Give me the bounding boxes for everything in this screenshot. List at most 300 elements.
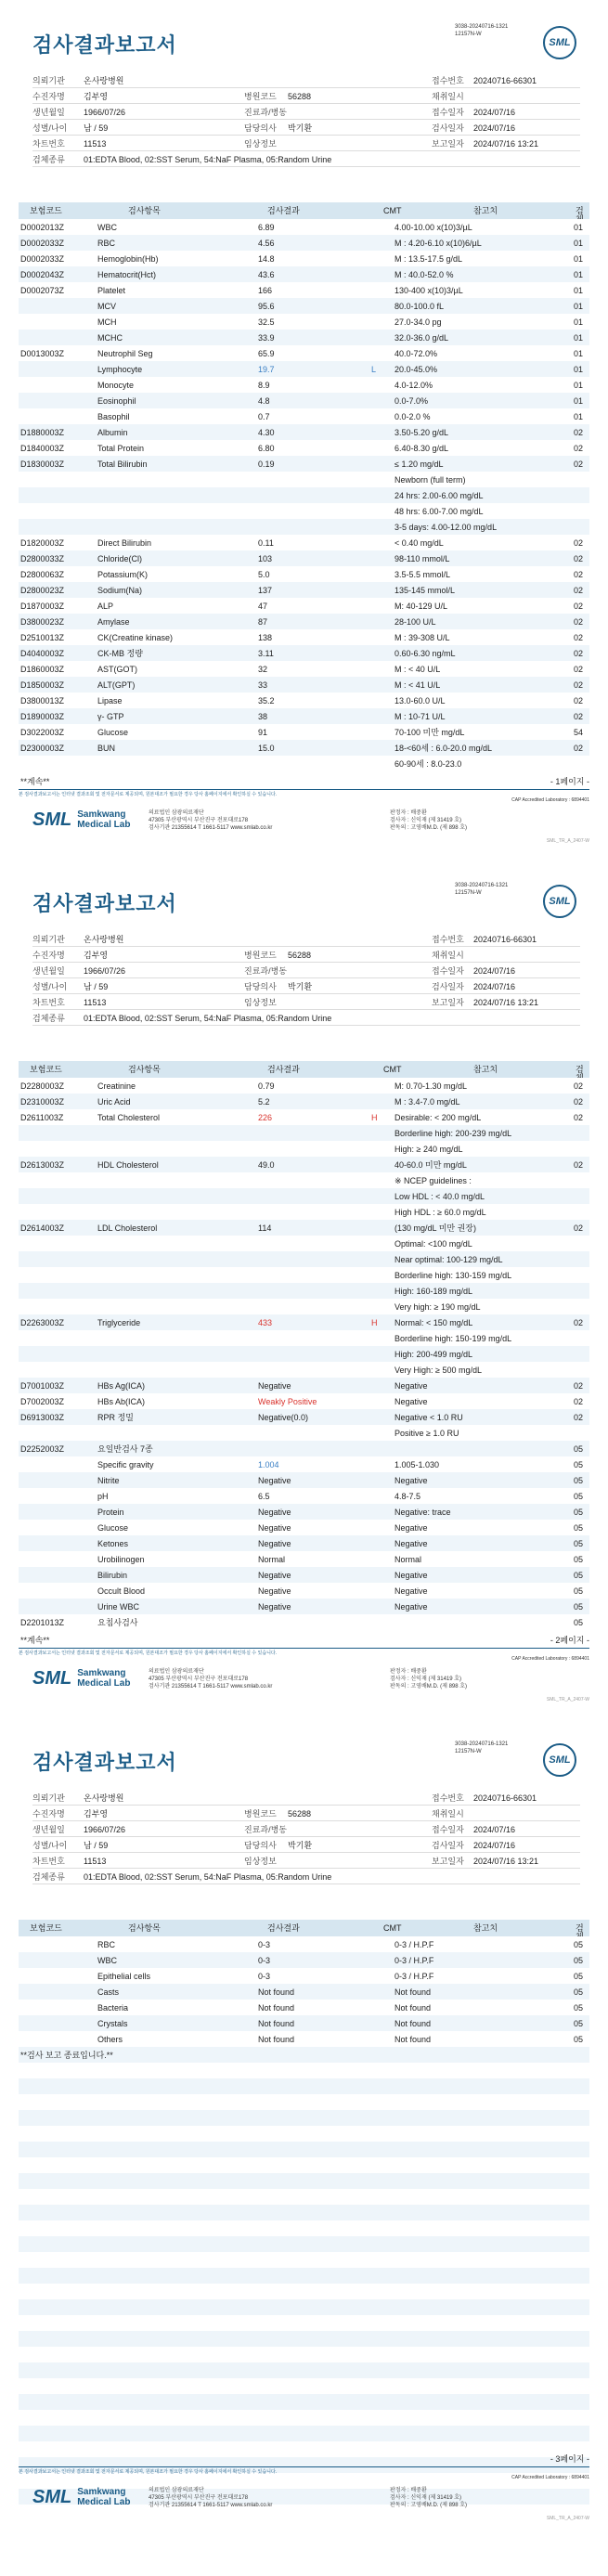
address-line: 검사기관 21355614 T 1661-5117 www.smlab.co.kr: [149, 1684, 273, 1689]
header-label: 접수일자: [432, 966, 464, 976]
cell: D4040003Z: [20, 649, 65, 658]
column-header: CMT: [383, 1065, 402, 1074]
cell: Negative: trace: [395, 1508, 451, 1517]
table-row: [19, 1456, 589, 1472]
cell: D0013003Z: [20, 349, 65, 358]
table-row: [19, 487, 589, 503]
cell: D1840003Z: [20, 444, 65, 453]
cell: Ketones: [97, 1539, 129, 1548]
table-row: [19, 1141, 589, 1157]
cell: D7001003Z: [20, 1381, 65, 1391]
empty-row: [19, 2362, 589, 2378]
empty-row: [19, 2299, 589, 2315]
signature-line: 검사자 : 신익재 (제 31419 호): [390, 818, 462, 823]
column-header: 검사항목: [128, 1923, 161, 1933]
cell: 15.0: [258, 744, 275, 753]
lab-name: [77, 809, 130, 830]
table-body: [19, 1078, 589, 1630]
cell: 01: [574, 396, 584, 406]
header-value: 2024/07/16: [473, 108, 516, 117]
cell: Not found: [395, 1987, 432, 1997]
empty-row: [19, 2252, 589, 2268]
address-line: 검사기관 21355614 T 1661-5117 www.smlab.co.kr: [149, 2503, 273, 2508]
cell: Optimal: <100 mg/dL: [395, 1239, 472, 1249]
cell: 02: [574, 602, 584, 611]
cell: 48 hrs: 6.00-7.00 mg/dL: [395, 507, 484, 516]
header-value: 20240716-66301: [473, 935, 537, 944]
header-row: [32, 1806, 580, 1821]
cell: Potassium(K): [97, 570, 149, 579]
table-row: [19, 1393, 589, 1409]
cell: Negative: [395, 1602, 428, 1612]
cell: M : 10-71 U/L: [395, 712, 446, 721]
form-code: SML_TR_A_2407-W: [546, 2516, 589, 2521]
table-row: [19, 1984, 589, 2000]
cell: M : < 40 U/L: [395, 665, 441, 674]
header-value: 01:EDTA Blood, 02:SST Serum, 54:NaF Plasma, 05:Random Urine: [84, 1872, 332, 1882]
cell: Hemoglobin(Hb): [97, 254, 159, 264]
cell: Negative: [258, 1539, 291, 1548]
cell: Bacteria: [97, 2003, 129, 2013]
header-row: [32, 1821, 580, 1837]
signatures: [390, 1668, 467, 1690]
cell: Monocyte: [97, 381, 135, 390]
header-value: 남 / 59: [84, 982, 109, 991]
cell: 05: [574, 1618, 584, 1627]
cell: 226: [258, 1113, 273, 1122]
cell: 01: [574, 349, 584, 358]
cell: 02: [574, 1097, 584, 1107]
cell: Occult Blood: [97, 1586, 146, 1596]
signatures: [390, 2487, 467, 2509]
table-row: [19, 1968, 589, 1984]
table-row: [19, 314, 589, 330]
header-value: 2024/07/16: [473, 123, 516, 133]
cell: D1870003Z: [20, 602, 65, 611]
header-row: [32, 1869, 580, 1884]
table-row: [19, 1567, 589, 1583]
cell: Chloride(Cl): [97, 554, 143, 563]
header-label: 임상정보: [244, 139, 277, 149]
empty-row: [19, 2157, 589, 2173]
table-row: [19, 456, 589, 472]
table-row: [19, 724, 589, 740]
page-number: - 1페이지 -: [550, 777, 589, 786]
cell: D0002013Z: [20, 223, 65, 232]
table-row: [19, 1078, 589, 1094]
cell: High: 200-499 mg/dL: [395, 1350, 473, 1359]
table-row: [19, 1188, 589, 1204]
signatures: [390, 809, 467, 832]
table-row: [19, 393, 589, 408]
cell: HBs Ag(ICA): [97, 1381, 146, 1391]
table-row: [19, 235, 589, 251]
cell: Newborn (full term): [395, 475, 466, 485]
cell: Not found: [258, 2019, 295, 2028]
cell: 05: [574, 1602, 584, 1612]
table-row: [19, 1936, 589, 1952]
cell: 02: [574, 680, 584, 690]
header-label: 생년월일: [32, 1825, 65, 1834]
cell: Negative: [395, 1476, 428, 1485]
lab-logo-mark: SML: [32, 809, 72, 830]
cell: D1850003Z: [20, 680, 65, 690]
cell: 05: [574, 1523, 584, 1533]
barcode-label: 3038-20240716-1321 12157N-W: [455, 883, 509, 896]
empty-row: [19, 2347, 589, 2362]
table-row: [19, 2015, 589, 2031]
cell: 137: [258, 586, 273, 595]
cell: 02: [574, 1081, 584, 1091]
report-page: [0, 0, 608, 859]
header-label: 진료과/병동: [244, 966, 287, 976]
end-note: **검사 보고 종료입니다.**: [20, 2051, 113, 2060]
table-row: [19, 1283, 589, 1299]
table-row: [19, 424, 589, 440]
footer-note: 본 검사결과보고서는 인터넷 결과조회 및 전자문서로 제공되며, 원본대조가 필요한 경우 당사 홈페이지에서 확인하실 수 있습니다.: [19, 1648, 589, 1656]
cell: 01: [574, 365, 584, 374]
empty-row: [19, 2126, 589, 2142]
cell: ALP: [97, 602, 114, 611]
cell: 05: [574, 1586, 584, 1596]
column-header: 검사항목: [128, 206, 161, 215]
header-row: [32, 978, 580, 994]
cell: 40-60.0 미만 mg/dL: [395, 1160, 467, 1170]
footer-note: 본 검사결과보고서는 인터넷 결과조회 및 전자문서로 제공되며, 원본대조가 필요한 경우 당사 홈페이지에서 확인하실 수 있습니다.: [19, 789, 589, 797]
cell: Sodium(Na): [97, 586, 143, 595]
header-value: 2024/07/16: [473, 966, 516, 976]
table-row: [19, 693, 589, 708]
cell: 5.0: [258, 570, 270, 579]
cell: < 0.40 mg/dL: [395, 538, 444, 548]
cell: 0.79: [258, 1081, 275, 1091]
cell: 02: [574, 538, 584, 548]
patient-header: [32, 72, 580, 167]
cell: Epithelial cells: [97, 1972, 151, 1981]
cell: 05: [574, 1555, 584, 1564]
cell: M: 40-129 U/L: [395, 602, 448, 611]
cell: 98-110 mmol/L: [395, 554, 450, 563]
header-label: 의뢰기관: [32, 76, 65, 85]
cell: 05: [574, 1571, 584, 1580]
cell: Urobilinogen: [97, 1555, 145, 1564]
table-row: [19, 2031, 589, 2047]
header-value: 11513: [84, 139, 107, 149]
cell: Negative(0.0): [258, 1413, 309, 1422]
sml-logo: [543, 1743, 576, 1777]
cell: 28-100 U/L: [395, 617, 436, 627]
table-row: [19, 1125, 589, 1141]
header-label: 수진자명: [32, 1809, 65, 1819]
table-row: [19, 298, 589, 314]
table-row: [19, 440, 589, 456]
results-table: [19, 202, 589, 771]
table-row: [19, 345, 589, 361]
table-row: [19, 282, 589, 298]
cell: 05: [574, 1539, 584, 1548]
form-code: SML_TR_A_2407-W: [546, 838, 589, 844]
header-label: 보고일자: [432, 998, 464, 1007]
empty-row: [19, 2189, 589, 2205]
column-header: 보험코드: [30, 206, 62, 215]
cell: D2611003Z: [20, 1113, 64, 1122]
empty-row: [19, 2284, 589, 2299]
cell: Lymphocyte: [97, 365, 143, 374]
cell: 43.6: [258, 270, 275, 279]
table-row: [19, 661, 589, 677]
header-label: 성별/나이: [32, 982, 68, 991]
table-row: [19, 219, 589, 235]
table-row: [19, 1204, 589, 1220]
column-header: 보험코드: [30, 1923, 62, 1933]
empty-row: [19, 2142, 589, 2157]
cell: 02: [574, 460, 584, 469]
lab-address: [149, 1668, 272, 1690]
cell: Others: [97, 2035, 123, 2044]
table-row: [19, 677, 589, 693]
cell: 05: [574, 1492, 584, 1501]
address-line: 47305 부산광역시 부산진구 전포대로178: [149, 2495, 249, 2501]
table-body: [19, 1936, 589, 2505]
cell: 01: [574, 239, 584, 248]
header-label: 병원코드: [244, 92, 277, 101]
cell: 01: [574, 412, 584, 421]
cell: Basophil: [97, 412, 130, 421]
cell: 3-5 days: 4.00-12.00 mg/dL: [395, 523, 498, 532]
table-row: [19, 519, 589, 535]
cell: HDL Cholesterol: [97, 1160, 159, 1170]
cell: M : < 41 U/L: [395, 680, 441, 690]
header-value: 온사랑병원: [84, 1793, 124, 1803]
header-value: 01:EDTA Blood, 02:SST Serum, 54:NaF Plasma, 05:Random Urine: [84, 155, 332, 164]
cell: 0-3: [258, 1972, 271, 1981]
header-value: 온사랑병원: [84, 76, 124, 85]
cell: HBs Ab(ICA): [97, 1397, 146, 1406]
header-label: 의뢰기관: [32, 1793, 65, 1803]
table-row: [19, 361, 589, 377]
cell: Creatinine: [97, 1081, 136, 1091]
cell: 19.7: [258, 365, 275, 374]
cell: M : 4.20-6.10 x(10)6/µL: [395, 239, 482, 248]
barcode-label: 3038-20240716-1321 12157N-W: [455, 1741, 509, 1754]
cell: D3800023Z: [20, 617, 65, 627]
cell: 02: [574, 696, 584, 705]
column-header: CMT: [383, 206, 402, 215]
cell: ≤ 1.20 mg/dL: [395, 460, 444, 469]
cell: 02: [574, 1318, 584, 1327]
continued-label: **계속**: [20, 1636, 50, 1645]
cell: 01: [574, 223, 584, 232]
cell: Direct Bilirubin: [97, 538, 152, 548]
cell: 103: [258, 554, 273, 563]
column-header: 검사항목: [128, 1065, 161, 1074]
cell: 02: [574, 428, 584, 437]
cell: 0.19: [258, 460, 275, 469]
header-value: 1966/07/26: [84, 966, 126, 976]
header-row: [32, 1853, 580, 1869]
header-value: 2024/07/16 13:21: [473, 1857, 539, 1866]
table-row: [19, 1251, 589, 1267]
empty-row: [19, 2094, 589, 2110]
cell: D2252003Z: [20, 1444, 65, 1454]
table-row: [19, 550, 589, 566]
cell: High HDL : ≥ 60.0 mg/dL: [395, 1208, 486, 1217]
patient-header: [32, 1790, 580, 1884]
cell: Amylase: [97, 617, 130, 627]
cell: Borderline high: 150-199 mg/dL: [395, 1334, 512, 1343]
cell: 0.7: [258, 412, 270, 421]
cell: 02: [574, 444, 584, 453]
cell: 02: [574, 633, 584, 642]
header-label: 차트번호: [32, 1857, 65, 1866]
header-label: 접수일자: [432, 108, 464, 117]
lab-address: [149, 809, 272, 832]
header-label: 차트번호: [32, 139, 65, 149]
table-row: [19, 1520, 589, 1535]
logo-text: SML: [549, 1754, 571, 1766]
cell: Negative: [258, 1508, 291, 1517]
address-line: 47305 부산광역시 부산진구 전포대로178: [149, 1676, 249, 1682]
header-label: 병원코드: [244, 951, 277, 960]
cell: Desirable: < 200 mg/dL: [395, 1113, 482, 1122]
cell: AST(GOT): [97, 665, 137, 674]
table-row: [19, 566, 589, 582]
cell: 35.2: [258, 696, 275, 705]
address-line: 검사기관 21355614 T 1661-5117 www.smlab.co.kr: [149, 825, 273, 831]
cell: 38: [258, 712, 268, 721]
cell: Negative: [395, 1539, 428, 1548]
cell: Negative: [258, 1571, 291, 1580]
table-row: [19, 1157, 589, 1172]
cell: 14.8: [258, 254, 275, 264]
table-row: [19, 1346, 589, 1362]
cell: D3022003Z: [20, 728, 65, 737]
cell: 32: [258, 665, 268, 674]
lab-name: [77, 1668, 130, 1689]
cell: Normal: [395, 1555, 422, 1564]
cell: Normal: < 150 mg/dL: [395, 1318, 473, 1327]
cell: 166: [258, 286, 273, 295]
lab-logo: [32, 1668, 130, 1689]
table-row: [19, 1236, 589, 1251]
header-row: [32, 104, 580, 120]
cell: Very High: ≥ 500 mg/dL: [395, 1366, 482, 1375]
cell: 91: [258, 728, 268, 737]
cell: Albumin: [97, 428, 128, 437]
cell: 4.0-12.0%: [395, 381, 433, 390]
header-label: 진료과/병동: [244, 1825, 287, 1834]
empty-row: [19, 2078, 589, 2094]
cell: 0-3 / H.P.F: [395, 1956, 434, 1965]
cell: Not found: [395, 2003, 432, 2013]
lab-address: [149, 2487, 272, 2509]
cell: 02: [574, 649, 584, 658]
cell: Crystals: [97, 2019, 128, 2028]
cell: Not found: [395, 2035, 432, 2044]
header-label: 검체종류: [32, 1872, 65, 1882]
cell: 8.9: [258, 381, 270, 390]
address-line: 의료법인 삼광의료재단: [149, 1669, 204, 1675]
table-row: [19, 1583, 589, 1599]
cell: D0002073Z: [20, 286, 65, 295]
cap-accreditation: CAP Accredited Laboratory : 6894401: [511, 1656, 589, 1662]
header-value: 김부영: [84, 1809, 109, 1819]
table-row: [19, 708, 589, 724]
cell: Weakly Positive: [258, 1397, 317, 1406]
column-header: 검: [576, 1923, 584, 1933]
cell: 02: [574, 1160, 584, 1170]
empty-row: [19, 2220, 589, 2236]
cell: Negative: [258, 1476, 291, 1485]
cell: Nitrite: [97, 1476, 120, 1485]
cell: D7002003Z: [20, 1397, 65, 1406]
header-value: 1966/07/26: [84, 108, 126, 117]
logo-text: SML: [549, 895, 571, 907]
page-number: - 3페이지 -: [550, 2454, 589, 2464]
header-label: 검사일자: [432, 982, 464, 991]
column-header: 참고치: [473, 1923, 498, 1933]
cell: Specific gravity: [97, 1460, 154, 1469]
table-row: [19, 1172, 589, 1188]
cell: 6.40-8.30 g/dL: [395, 444, 449, 453]
header-value: 11513: [84, 998, 107, 1007]
results-table: [19, 1920, 589, 2505]
address-line: 의료법인 삼광의료재단: [149, 2488, 204, 2493]
cell: 4.8: [258, 396, 270, 406]
cell: 0-3: [258, 1956, 271, 1965]
empty-row: [19, 2268, 589, 2284]
cell: M : 39-308 U/L: [395, 633, 450, 642]
cell: WBC: [97, 223, 117, 232]
cell: 05: [574, 1987, 584, 1997]
cell: 02: [574, 1113, 584, 1122]
cell: D6913003Z: [20, 1413, 65, 1422]
cell: 01: [574, 254, 584, 264]
header-label: 수진자명: [32, 951, 65, 960]
cell: 02: [574, 617, 584, 627]
cell: Urine WBC: [97, 1602, 140, 1612]
header-row: [32, 151, 580, 167]
address-line: 47305 부산광역시 부산진구 전포대로178: [149, 818, 249, 823]
cell: MCV: [97, 302, 116, 311]
cell: D2800023Z: [20, 586, 65, 595]
header-value: 2024/07/16 13:21: [473, 998, 539, 1007]
cell: 95.6: [258, 302, 275, 311]
cell: Negative: [395, 1381, 428, 1391]
cell: 4.8-7.5: [395, 1492, 421, 1501]
cell: 01: [574, 333, 584, 343]
table-row: [19, 1952, 589, 1968]
table-row: [19, 1599, 589, 1614]
cell: High: 160-189 mg/dL: [395, 1287, 473, 1296]
empty-row: [19, 2426, 589, 2441]
empty-row: [19, 2410, 589, 2426]
header-row: [32, 963, 580, 978]
cell: Not found: [258, 2035, 295, 2044]
cell: 01: [574, 317, 584, 327]
cell: 0.60-6.30 ng/mL: [395, 649, 456, 658]
header-label: 성별/나이: [32, 1841, 68, 1850]
cell: Protein: [97, 1508, 124, 1517]
header-label: 보고일자: [432, 139, 464, 149]
lab-logo: [32, 809, 130, 830]
empty-row: [19, 2236, 589, 2252]
cell: Very high: ≥ 190 mg/dL: [395, 1302, 481, 1312]
cell: D1820003Z: [20, 538, 65, 548]
cell: 49.0: [258, 1160, 275, 1170]
cell: M: 0.70-1.30 mg/dL: [395, 1081, 468, 1091]
cell: 138: [258, 633, 273, 642]
